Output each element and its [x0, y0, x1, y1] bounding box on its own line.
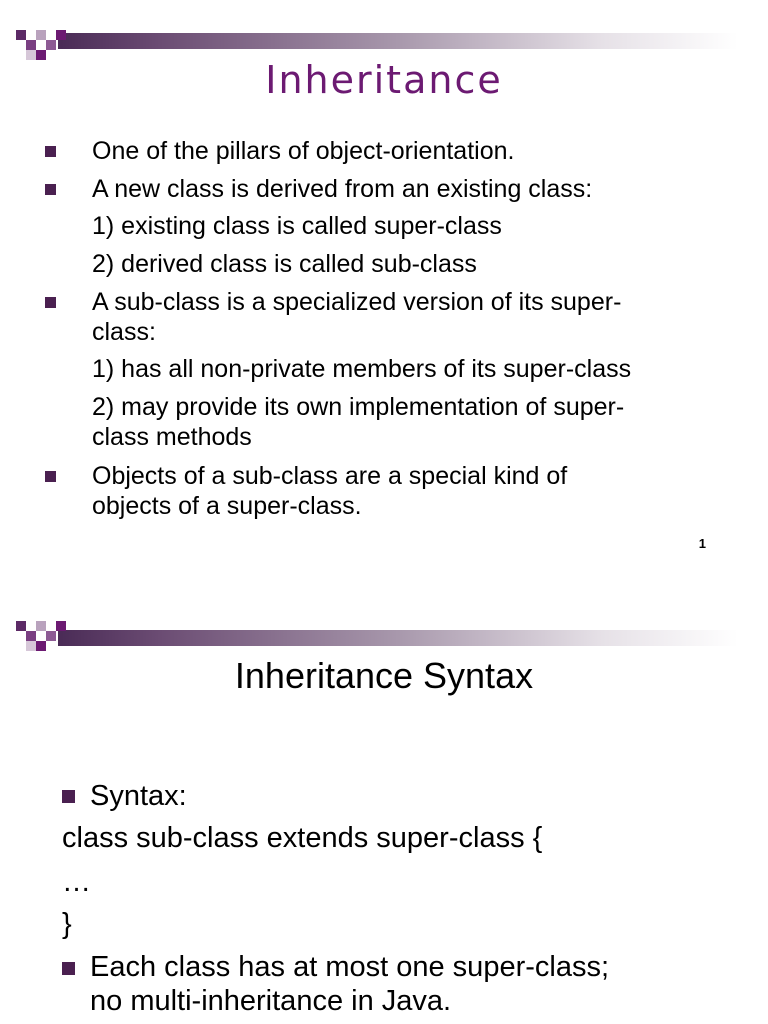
header-decoration-bar	[58, 30, 738, 52]
slide-title: Inheritance Syntax	[234, 655, 534, 696]
bullet-text-continued: no multi-inheritance in Java.	[90, 985, 452, 1017]
bullet-icon	[45, 146, 56, 157]
code-line: class sub-class extends super-class {	[62, 822, 543, 854]
bullet-text-continued: objects of a super-class.	[92, 492, 362, 520]
sub-item-text: 2) derived class is called sub-class	[92, 250, 477, 278]
slide-inheritance-syntax	[0, 512, 768, 1024]
slide-title: Inheritance	[265, 58, 503, 102]
bullet-text-continued: class:	[92, 318, 156, 346]
bullet-text: Objects of a sub-class are a special kind of	[92, 462, 568, 490]
sub-item-text: 2) may provide its own implementation of super-	[92, 393, 625, 421]
bullet-icon	[45, 471, 56, 482]
bullet-text: A sub-class is a specialized version of its super-	[92, 288, 622, 316]
bullet-icon	[62, 790, 75, 803]
code-line: }	[62, 908, 72, 940]
header-decoration-bar	[58, 627, 738, 649]
bullet-icon	[45, 184, 56, 195]
bullet-text: One of the pillars of object-orientation.	[92, 137, 515, 165]
sub-item-text: 1) has all non-private members of its super-class	[92, 355, 632, 383]
bullet-icon	[45, 297, 56, 308]
bullet-text: Each class has at most one super-class;	[90, 951, 610, 983]
sub-item-text: 1) existing class is called super-class	[92, 212, 502, 240]
bullet-icon	[62, 962, 75, 975]
code-line: …	[62, 866, 91, 898]
bullet-text: Syntax:	[90, 780, 187, 812]
bullet-text: A new class is derived from an existing class:	[92, 175, 593, 203]
page-number: 1	[698, 536, 706, 551]
header-checker-logo	[16, 617, 74, 657]
sub-item-text-continued: class methods	[92, 423, 252, 451]
